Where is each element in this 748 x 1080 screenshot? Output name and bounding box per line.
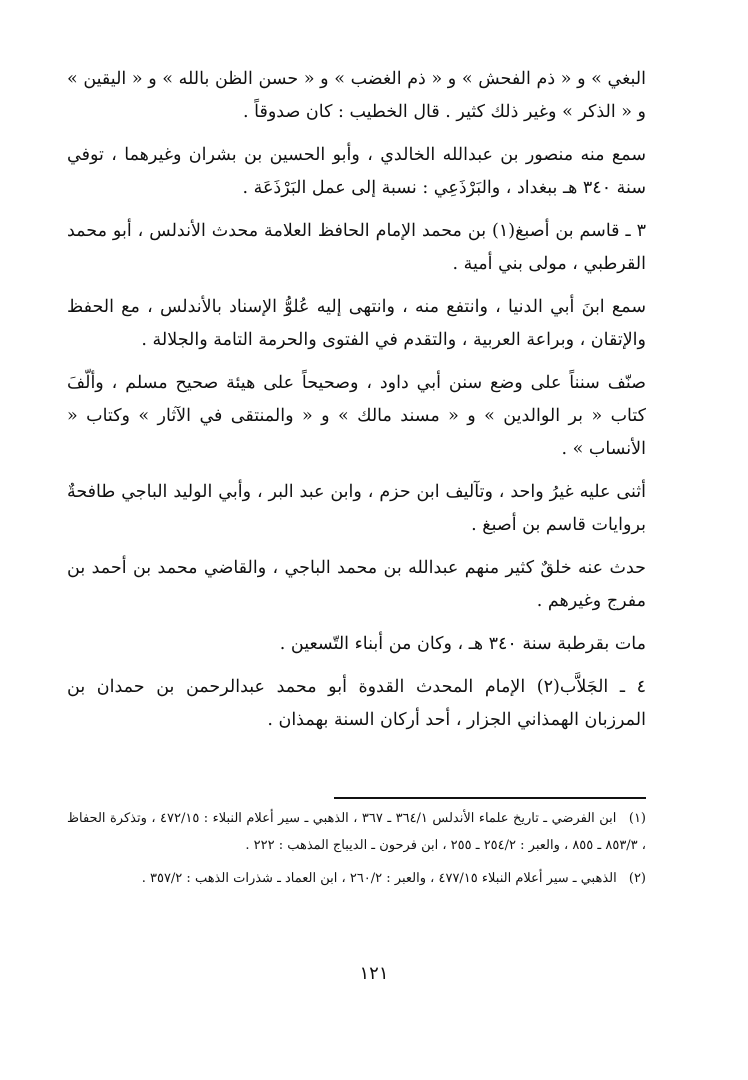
footnotes xyxy=(67,805,646,898)
footnote-text: الذهبي ـ سير أعلام النبلاء ٤٧٧/١٥ ، والعبر : ٢٦٠/٢ ، ابن العماد ـ شذرات الذهب : ٣٥٧/٢ . xyxy=(141,871,617,886)
footnote-text: ابن الفرضي ـ تاريخ علماء الأندلس ٣٦٤/١ ـ ٣٦٧ ، الذهبي ـ سير أعلام النبلاء : ٤٧٢/١٥ ، وتذكرة الحفاظ ، ٨٥٣/٣ ـ ٨٥٥ ، والعبر : ٢٥٤/٢ ـ ٢٥٥ ، ابن فرحون ـ الديباج المذهب : ٢٢٢ . xyxy=(67,811,646,853)
footnote-2 xyxy=(67,865,646,892)
entry-4-heading: ٤ ـ الجَلاَّب(٢) الإمام المحدث القدوة أبو محمد عبدالرحمن بن حمدان بن المرزبان الهمذاني الجزار ، أحد أركان السنة بهمذان . xyxy=(67,677,646,730)
paragraph-4: سمع ابنَ أبي الدنيا ، وانتفع منه ، وانتهى إليه عُلوُّ الإسناد بالأندلس ، مع الحفظ والإتقان ، وبراعة العربية ، والتقدم في الفتوى والحرمة التامة والجلالة . xyxy=(67,297,646,350)
footnote-number: (١) xyxy=(628,811,646,826)
paragraph-7: حدث عنه خلقٌ كثير منهم عبدالله بن محمد الباجي ، والقاضي محمد بن أحمد بن مفرج وغيرهم . xyxy=(67,558,646,611)
paragraph-1: البغي » و « ذم الفحش » و « ذم الغضب » و « حسن الظن بالله » و « اليقين » و « الذكر » وغير ذلك كثير . قال الخطيب : كان صدوقاً . xyxy=(67,69,646,122)
paragraph-2: سمع منه منصور بن عبدالله الخالدي ، وأبو الحسين بن بشران وغيرهما ، توفي سنة ٣٤٠ هـ ببغداد ، والبَرْذَعِي : نسبة إلى عمل البَرْذَعَة . xyxy=(67,145,646,198)
page-number: ١٢١ xyxy=(359,963,389,984)
paragraph-5: صنّف سنناً على وضع سنن أبي داود ، وصحيحاً على هيئة صحيح مسلم ، وألّفَ كتاب « بر الوالدين » و « مسند مالك » و « والمنتقى في الآثار » وكتاب « الأنساب » . xyxy=(67,373,646,459)
footnote-divider xyxy=(334,797,646,799)
paragraph-8: مات بقرطبة سنة ٣٤٠ هـ ، وكان من أبناء التّسعين . xyxy=(279,634,646,654)
paragraph-6: أثنى عليه غيرُ واحد ، وتآليف ابن حزم ، وابن عبد البر ، وأبي الوليد الباجي طافحةٌ بروايات قاسم بن أصبغ . xyxy=(67,482,646,535)
entry-3-heading: ٣ ـ قاسم بن أصبغ(١) بن محمد الإمام الحافظ العلامة محدث الأندلس ، أبو محمد القرطبي ، مولى بني أمية . xyxy=(67,221,646,274)
footnote-number: (٢) xyxy=(628,871,646,886)
main-text xyxy=(67,63,646,737)
footnote-1 xyxy=(67,805,646,859)
